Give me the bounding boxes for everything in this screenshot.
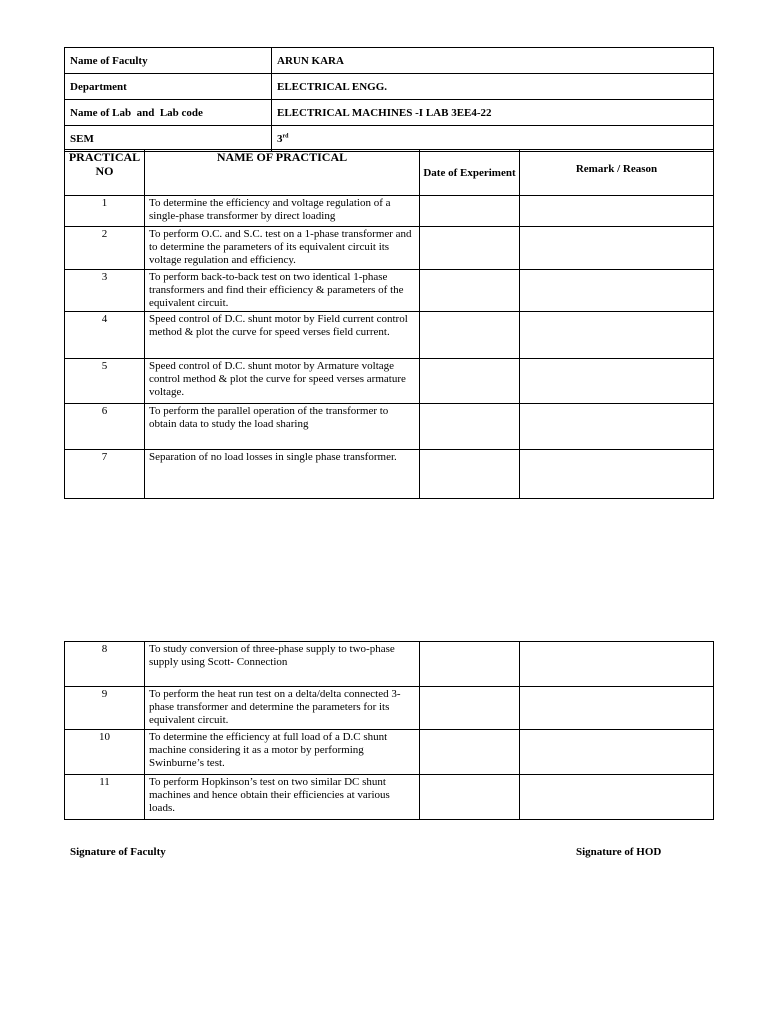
remark-cell [520,450,714,499]
remark-cell [520,687,714,730]
header-remark: Remark / Reason [520,150,714,196]
signature-hod: Signature of HOD [576,846,662,858]
department-value: ELECTRICAL ENGG. [272,74,714,100]
remark-cell [520,227,714,270]
practical-name: To perform the parallel operation of the transformer to obtain data to study the load sharing [145,404,420,450]
remark-cell [520,730,714,775]
practical-number: 2 [65,227,145,270]
practical-number: 6 [65,404,145,450]
sem-suffix: rd [282,132,289,139]
header-date-of-experiment: Date of Experiment [420,150,520,196]
practical-row [65,730,714,775]
date-of-experiment-cell [420,196,520,227]
practical-name: To determine the efficiency at full load of a D.C shunt machine considering it as a motor by performing Swinburne’s test. [145,730,420,775]
practical-row [65,775,714,820]
practical-number: 1 [65,196,145,227]
signature-faculty: Signature of Faculty [70,846,166,858]
practical-name: To perform the heat run test on a delta/delta connected 3-phase transformer and determine the parameters for its equivalent circuit. [145,687,420,730]
practical-number: 3 [65,270,145,312]
sem-row [65,126,714,152]
lab-label: Name of Lab and Lab code [65,100,272,126]
practical-table-2 [64,641,714,820]
practical-name: To perform back-to-back test on two identical 1-phase transformers and find their efficiency & parameters of the equivalent circuit. [145,270,420,312]
department-label: Department [65,74,272,100]
practical-row [65,270,714,312]
practical-number: 4 [65,312,145,359]
practical-row [65,312,714,359]
date-of-experiment-cell [420,450,520,499]
header-name-of-practical: NAME OF PRACTICAL [145,150,420,196]
practical-row [65,450,714,499]
practical-name: To perform O.C. and S.C. test on a 1-phase transformer and to determine the parameters of its equivalent circuit its voltage regulation and efficiency. [145,227,420,270]
practical-number: 9 [65,687,145,730]
faculty-label: Name of Faculty [65,48,272,74]
remark-cell [520,775,714,820]
practical-row [65,359,714,404]
practical-row [65,404,714,450]
practical-rows-1 [65,196,714,499]
practical-row [65,227,714,270]
header-row [65,150,714,196]
remark-cell [520,642,714,687]
practical-name: To perform Hopkinson’s test on two similar DC shunt machines and hence obtain their efficiencies at various loads. [145,775,420,820]
date-of-experiment-cell [420,687,520,730]
remark-cell [520,196,714,227]
date-of-experiment-cell [420,312,520,359]
practical-row [65,642,714,687]
practical-number: 10 [65,730,145,775]
practical-name: To study conversion of three-phase supply to two-phase supply using Scott- Connection [145,642,420,687]
date-of-experiment-cell [420,270,520,312]
header-practical-no: PRACTICAL NO [65,150,145,196]
practical-table-1 [64,149,714,499]
lab-row [65,100,714,126]
practical-number: 7 [65,450,145,499]
practical-name: Speed control of D.C. shunt motor by Field current control method & plot the curve for speed verses field current. [145,312,420,359]
practical-name: Speed control of D.C. shunt motor by Armature voltage control method & plot the curve for speed verses armature voltage. [145,359,420,404]
practical-name: Separation of no load losses in single phase transformer. [145,450,420,499]
faculty-value: ARUN KARA [272,48,714,74]
sem-label: SEM [65,126,272,152]
practical-number: 11 [65,775,145,820]
date-of-experiment-cell [420,775,520,820]
practical-number: 5 [65,359,145,404]
practical-row [65,687,714,730]
info-table [64,47,714,152]
faculty-row [65,48,714,74]
remark-cell [520,404,714,450]
date-of-experiment-cell [420,404,520,450]
practical-number: 8 [65,642,145,687]
remark-cell [520,312,714,359]
practical-row [65,196,714,227]
date-of-experiment-cell [420,730,520,775]
date-of-experiment-cell [420,359,520,404]
sem-value: 3 [277,132,283,145]
practical-rows-2 [65,642,714,820]
remark-cell [520,270,714,312]
date-of-experiment-cell [420,227,520,270]
practical-name: To determine the efficiency and voltage regulation of a single-phase transformer by direct loading [145,196,420,227]
department-row [65,74,714,100]
date-of-experiment-cell [420,642,520,687]
lab-value: ELECTRICAL MACHINES -I LAB 3EE4-22 [272,100,714,126]
remark-cell [520,359,714,404]
sem-value-cell [272,126,714,152]
